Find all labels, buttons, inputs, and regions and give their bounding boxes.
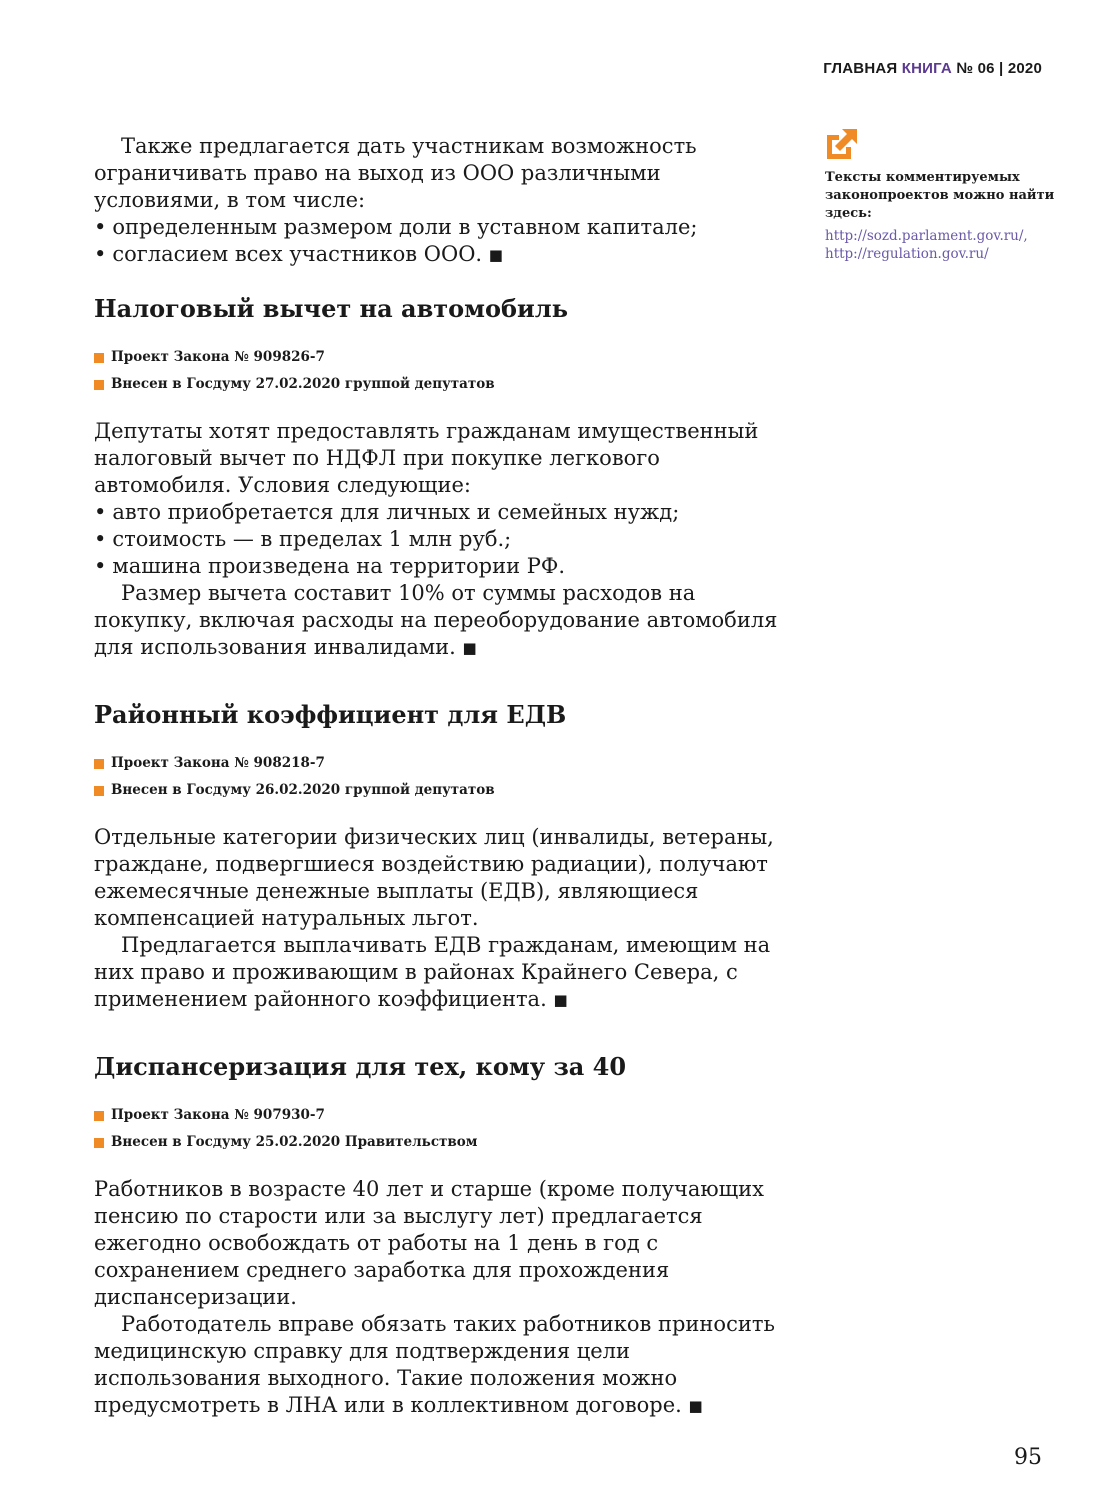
list-item: • стоимость — в пределах 1 млн руб.; xyxy=(94,526,784,553)
bill-number: Проект Закона № 907930-7 xyxy=(94,1102,784,1129)
orange-square-icon xyxy=(94,1138,104,1148)
end-mark: ■ xyxy=(553,991,568,1009)
section-title: Налоговый вычет на автомобиль xyxy=(94,294,569,323)
list-item: • машина произведена на территории РФ. xyxy=(94,553,784,580)
submission-info: Внесен в Госдуму 25.02.2020 Правительством xyxy=(94,1129,784,1156)
bill-number: Проект Закона № 909826-7 xyxy=(94,344,784,371)
link-regulation[interactable]: http://regulation.gov.ru/ xyxy=(825,246,989,262)
end-mark: ■ xyxy=(688,1397,703,1415)
end-mark: ■ xyxy=(488,246,503,264)
section-car-deduction xyxy=(94,294,784,662)
bill-number: Проект Закона № 908218-7 xyxy=(94,750,784,777)
sidebar-note-text: Тексты комментируемых законопроектов можно найти здесь: xyxy=(825,170,1055,221)
masthead xyxy=(823,60,1042,77)
issue-number: № 06 | 2020 xyxy=(956,60,1042,77)
section-paragraph: Размер вычета составит 10% от суммы расходов на покупку, включая расходы на переоборудование автомобиля для использования инвалидами. ■ xyxy=(94,581,778,659)
list-item: • определенным размером доли в уставном капитале; xyxy=(94,214,784,241)
end-mark: ■ xyxy=(462,639,477,657)
orange-square-icon xyxy=(94,759,104,769)
section-paragraph: Предлагается выплачивать ЕДВ гражданам, имеющим на них право и проживающим в районах Крайнего Севера, с применением районного коэффициента. ■ xyxy=(94,933,771,1011)
intro-block xyxy=(94,133,784,269)
orange-square-icon xyxy=(94,786,104,796)
section-paragraph: Отдельные категории физических лиц (инвалиды, ветераны, граждане, подвергшиеся воздействию радиации), получают ежемесячные денежные выплаты (ЕДВ), являющиеся компенсацией натуральных льгот. xyxy=(94,825,774,930)
submission-info: Внесен в Госдуму 26.02.2020 группой депутатов xyxy=(94,777,784,804)
section-medical-checkup xyxy=(94,1052,784,1420)
external-link-icon xyxy=(825,127,859,161)
intro-paragraph: Также предлагается дать участникам возможность ограничивать право на выход из ООО различными условиями, в том числе: xyxy=(94,134,697,212)
list-item: • согласием всех участников ООО. ■ xyxy=(94,241,784,269)
link-sozd[interactable]: http://sozd.parlament.gov.ru/, xyxy=(825,228,1028,244)
section-title: Районный коэффициент для ЕДВ xyxy=(94,700,567,729)
submission-info: Внесен в Госдуму 27.02.2020 группой депутатов xyxy=(94,371,784,398)
section-paragraph: Депутаты хотят предоставлять гражданам имущественный налоговый вычет по НДФЛ при покупке легкового автомобиля. Условия следующие: xyxy=(94,419,759,497)
sidebar-note xyxy=(825,127,1055,263)
section-title: Диспансеризация для тех, кому за 40 xyxy=(94,1052,627,1081)
orange-square-icon xyxy=(94,1111,104,1121)
page-number: 95 xyxy=(1014,1445,1042,1470)
brand-accent: КНИГА xyxy=(901,60,952,77)
brand-primary: ГЛАВНАЯ xyxy=(823,60,898,77)
orange-square-icon xyxy=(94,380,104,390)
orange-square-icon xyxy=(94,353,104,363)
section-paragraph: Работников в возрасте 40 лет и старше (кроме получающих пенсию по старости или за выслугу лет) предлагается ежегодно освобождать от работы на 1 день в год с сохранением среднего заработка для прохождения диспансеризации. xyxy=(94,1177,765,1309)
section-edv-coefficient xyxy=(94,700,784,1014)
list-item: • авто приобретается для личных и семейных нужд; xyxy=(94,499,784,526)
section-paragraph: Работодатель вправе обязать таких работников приносить медицинскую справку для подтверждения цели использования выходного. Такие положения можно предусмотреть в ЛНА или в коллективном договоре. ■ xyxy=(94,1312,775,1417)
